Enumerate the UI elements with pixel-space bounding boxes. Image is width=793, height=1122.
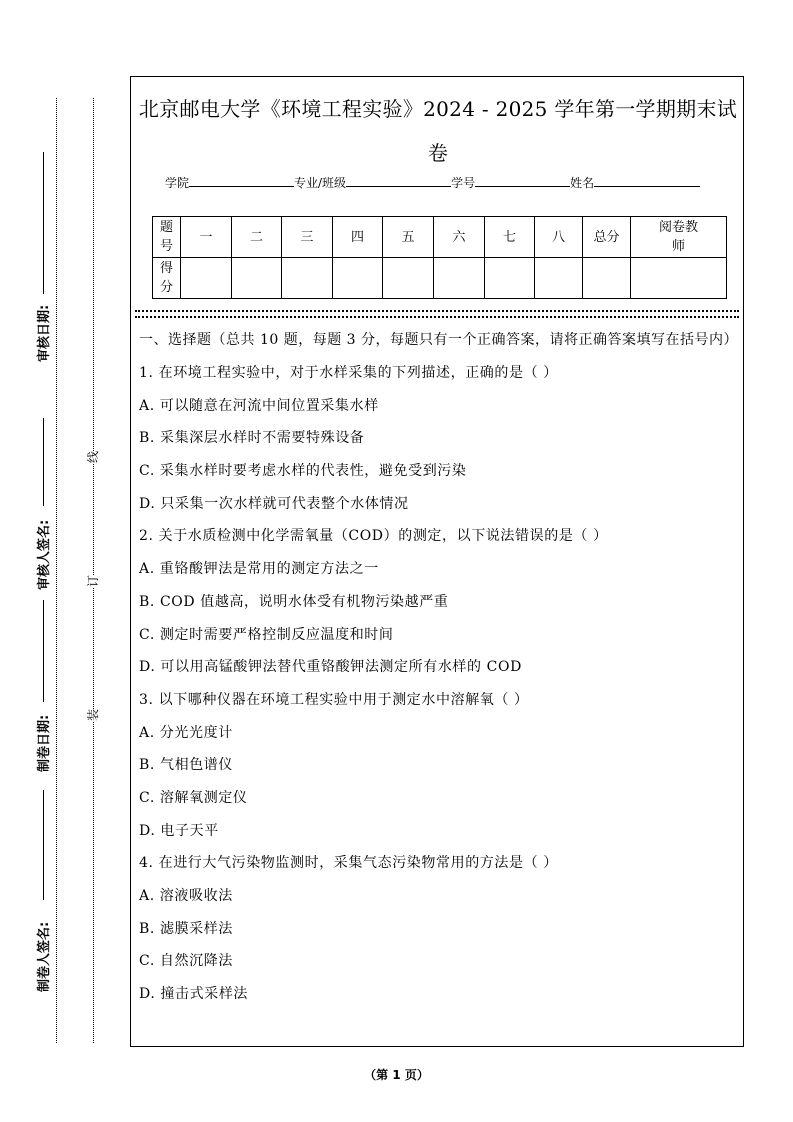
question-option[interactable]: C. 采集水样时要考虑水样的代表性，避免受到污染: [139, 463, 467, 480]
question-option[interactable]: C. 测定时需要严格控制反应温度和时间: [139, 626, 394, 643]
question-4: [139, 847, 739, 1010]
score-label: 得分: [153, 258, 181, 299]
student-id-label: 学号: [451, 176, 476, 190]
score-cell[interactable]: [434, 258, 485, 299]
score-cell[interactable]: [282, 258, 333, 299]
exam-title: [131, 87, 745, 175]
paper-date-label: 制卷日期:: [37, 714, 52, 772]
cut-mark-zhuang: 装: [86, 708, 101, 722]
score-cell-total[interactable]: [583, 258, 631, 299]
section-heading: 一、选择题（总共 10 题，每题 3 分，每题只有一个正确答案，请将正确答案填写在括号内）: [139, 332, 739, 348]
binding-line-outer: [56, 98, 57, 1043]
question-stem: 2. 关于水质检测中化学需氧量（COD）的测定，以下说法错误的是（ ）: [139, 528, 608, 545]
major-blank[interactable]: [346, 174, 451, 187]
header-cell-1: 一: [181, 217, 232, 258]
exam-title-line1: 北京邮电大学《环境工程实验》2024 - 2025 学年第一学期期末试: [138, 97, 738, 121]
question-stem: 3. 以下哪种仪器在环境工程实验中用于测定水中溶解氧（ ）: [139, 691, 529, 708]
paper-author-signature-line: [43, 790, 44, 900]
exam-frame: [130, 76, 744, 1047]
header-cell-4: 四: [333, 217, 383, 258]
score-cell[interactable]: [333, 258, 383, 299]
question-option[interactable]: B. 气相色谱仪: [139, 757, 233, 774]
question-number-label: 题号: [153, 217, 181, 258]
question-option[interactable]: B. COD 值越高，说明水体受有机物污染越严重: [139, 593, 449, 610]
question-option[interactable]: D. 可以用高锰酸钾法替代重铬酸钾法测定所有水样的 COD: [139, 659, 522, 676]
score-cell[interactable]: [232, 258, 282, 299]
question-stem: 4. 在进行大气污染物监测时，采集气态污染物常用的方法是（ ）: [139, 855, 558, 872]
question-option[interactable]: D. 撞击式采样法: [139, 986, 249, 1003]
page-number: （第 1 页）: [364, 1068, 429, 1082]
question-1: [139, 357, 739, 520]
paper-date-line: [43, 600, 44, 702]
paper-author-signature-label: 制卷人签名:: [37, 921, 52, 992]
question-2: [139, 520, 739, 683]
question-option[interactable]: B. 采集深层水样时不需要特殊设备: [139, 430, 365, 447]
college-blank[interactable]: [189, 174, 294, 187]
exam-content: [139, 329, 739, 1011]
header-cell-grader: 阅卷教师: [631, 217, 727, 258]
review-date-label: 审核日期:: [37, 304, 52, 362]
review-date-line: [43, 152, 44, 294]
score-cell[interactable]: [181, 258, 232, 299]
question-option[interactable]: A. 可以随意在河流中间位置采集水样: [139, 397, 379, 414]
binding-line-inner: [93, 98, 94, 1043]
score-cell[interactable]: [485, 258, 535, 299]
question-stem: 1. 在环境工程实验中，对于水样采集的下列描述，正确的是（ ）: [139, 365, 558, 381]
cut-mark-xian: 线: [86, 450, 101, 464]
student-info-row: [165, 174, 700, 191]
name-label: 姓名: [570, 176, 595, 190]
header-cell-5: 五: [383, 217, 434, 258]
header-cell-8: 八: [535, 217, 583, 258]
binding-margin: [0, 0, 128, 1122]
exam-title-line2: 卷: [427, 141, 449, 165]
question-option[interactable]: A. 溶液吸收法: [139, 888, 233, 904]
header-cell-3: 三: [282, 217, 333, 258]
reviewer-signature-line: [43, 418, 44, 506]
question-option[interactable]: C. 自然沉降法: [139, 953, 233, 970]
question-3: [139, 684, 739, 847]
header-cell-total: 总分: [583, 217, 631, 258]
college-label: 学院: [165, 176, 190, 190]
header-cell-2: 二: [232, 217, 282, 258]
score-cell-grader[interactable]: [631, 258, 727, 299]
question-option[interactable]: D. 只采集一次水样就可代表整个水体情况: [139, 495, 409, 512]
score-table-score-row: [153, 258, 727, 299]
header-cell-7: 七: [485, 217, 535, 258]
score-cell[interactable]: [535, 258, 583, 299]
score-cell[interactable]: [383, 258, 434, 299]
cut-mark-ding: 订: [86, 574, 101, 588]
name-blank[interactable]: [594, 174, 700, 187]
question-option[interactable]: D. 电子天平: [139, 822, 219, 839]
score-table: [152, 216, 727, 299]
score-table-header-row: [153, 217, 727, 258]
question-option[interactable]: A. 重铬酸钾法是常用的测定方法之一: [139, 561, 379, 578]
question-option[interactable]: A. 分光光度计: [139, 724, 233, 741]
reviewer-signature-label: 审核人签名:: [37, 519, 52, 590]
question-option[interactable]: C. 溶解氧测定仪: [139, 789, 248, 806]
student-id-blank[interactable]: [475, 174, 570, 187]
dotted-separator: [135, 310, 739, 318]
major-label: 专业/班级: [294, 176, 347, 190]
question-option[interactable]: B. 滤膜采样法: [139, 920, 233, 937]
header-cell-6: 六: [434, 217, 485, 258]
